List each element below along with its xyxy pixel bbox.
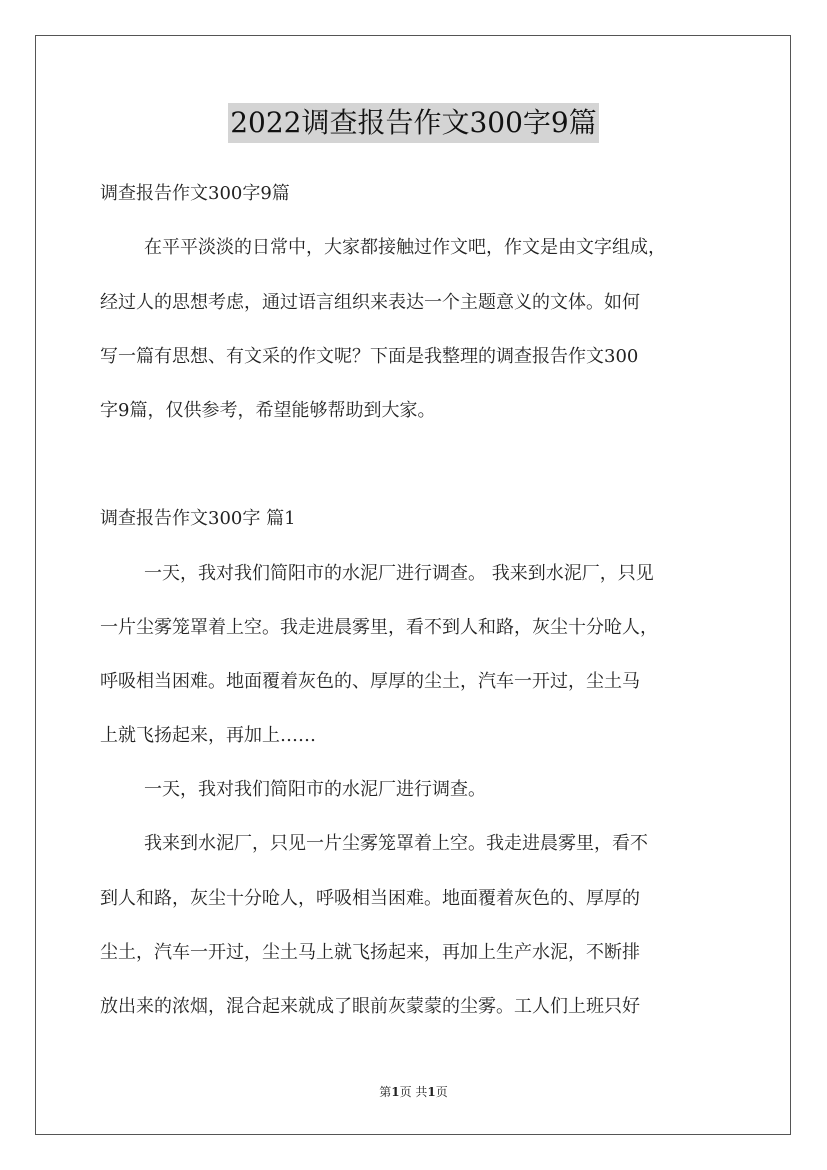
paragraph-line: 到人和路，灰尘十分呛人，呼吸相当困难。地面覆着灰色的、厚厚的	[100, 888, 640, 909]
paragraph-line: 字9篇，仅供参考，希望能够帮助到大家。	[100, 400, 436, 421]
paragraph-line: 一天，我对我们简阳市的水泥厂进行调查。	[144, 779, 486, 800]
page-number-total: 1	[427, 1085, 436, 1099]
paragraph-line: 我来到水泥厂，只见一片尘雾笼罩着上空。我走进晨雾里，看不	[144, 833, 648, 854]
paragraph-line: 写一篇有思想、有文采的作文呢？下面是我整理的调查报告作文300	[100, 346, 639, 367]
page-footer	[0, 1084, 827, 1100]
title-block	[0, 103, 827, 143]
paragraph-line: 放出来的浓烟，混合起来就成了眼前灰蒙蒙的尘雾。工人们上班只好	[100, 996, 640, 1017]
paragraph-line: 经过人的思想考虑，通过语言组织来表达一个主题意义的文体。如何	[100, 292, 640, 313]
paragraph-line: 上就飞扬起来，再加上……	[100, 725, 316, 746]
paragraph-line: 尘土，汽车一开过，尘土马上就飞扬起来，再加上生产水泥，不断排	[100, 942, 640, 963]
page-number-mid: 页 共	[399, 1085, 428, 1099]
document-title: 2022调查报告作文300字9篇	[228, 103, 599, 143]
paragraph-line: 呼吸相当困难。地面覆着灰色的、厚厚的尘土，汽车一开过，尘土马	[100, 671, 640, 692]
page-number-suffix: 页	[435, 1085, 448, 1099]
page-number-current: 1	[391, 1085, 400, 1099]
section-heading: 调查报告作文300字 篇1	[100, 508, 296, 529]
paragraph-line: 一片尘雾笼罩着上空。我走进晨雾里，看不到人和路，灰尘十分呛人，	[100, 617, 658, 638]
paragraph-line: 在平平淡淡的日常中，大家都接触过作文吧，作文是由文字组成，	[144, 237, 666, 258]
paragraph-line: 一天，我对我们简阳市的水泥厂进行调查。 我来到水泥厂，只见	[144, 563, 654, 584]
page-number-prefix: 第	[379, 1085, 392, 1099]
subtitle-line: 调查报告作文300字9篇	[100, 183, 290, 204]
